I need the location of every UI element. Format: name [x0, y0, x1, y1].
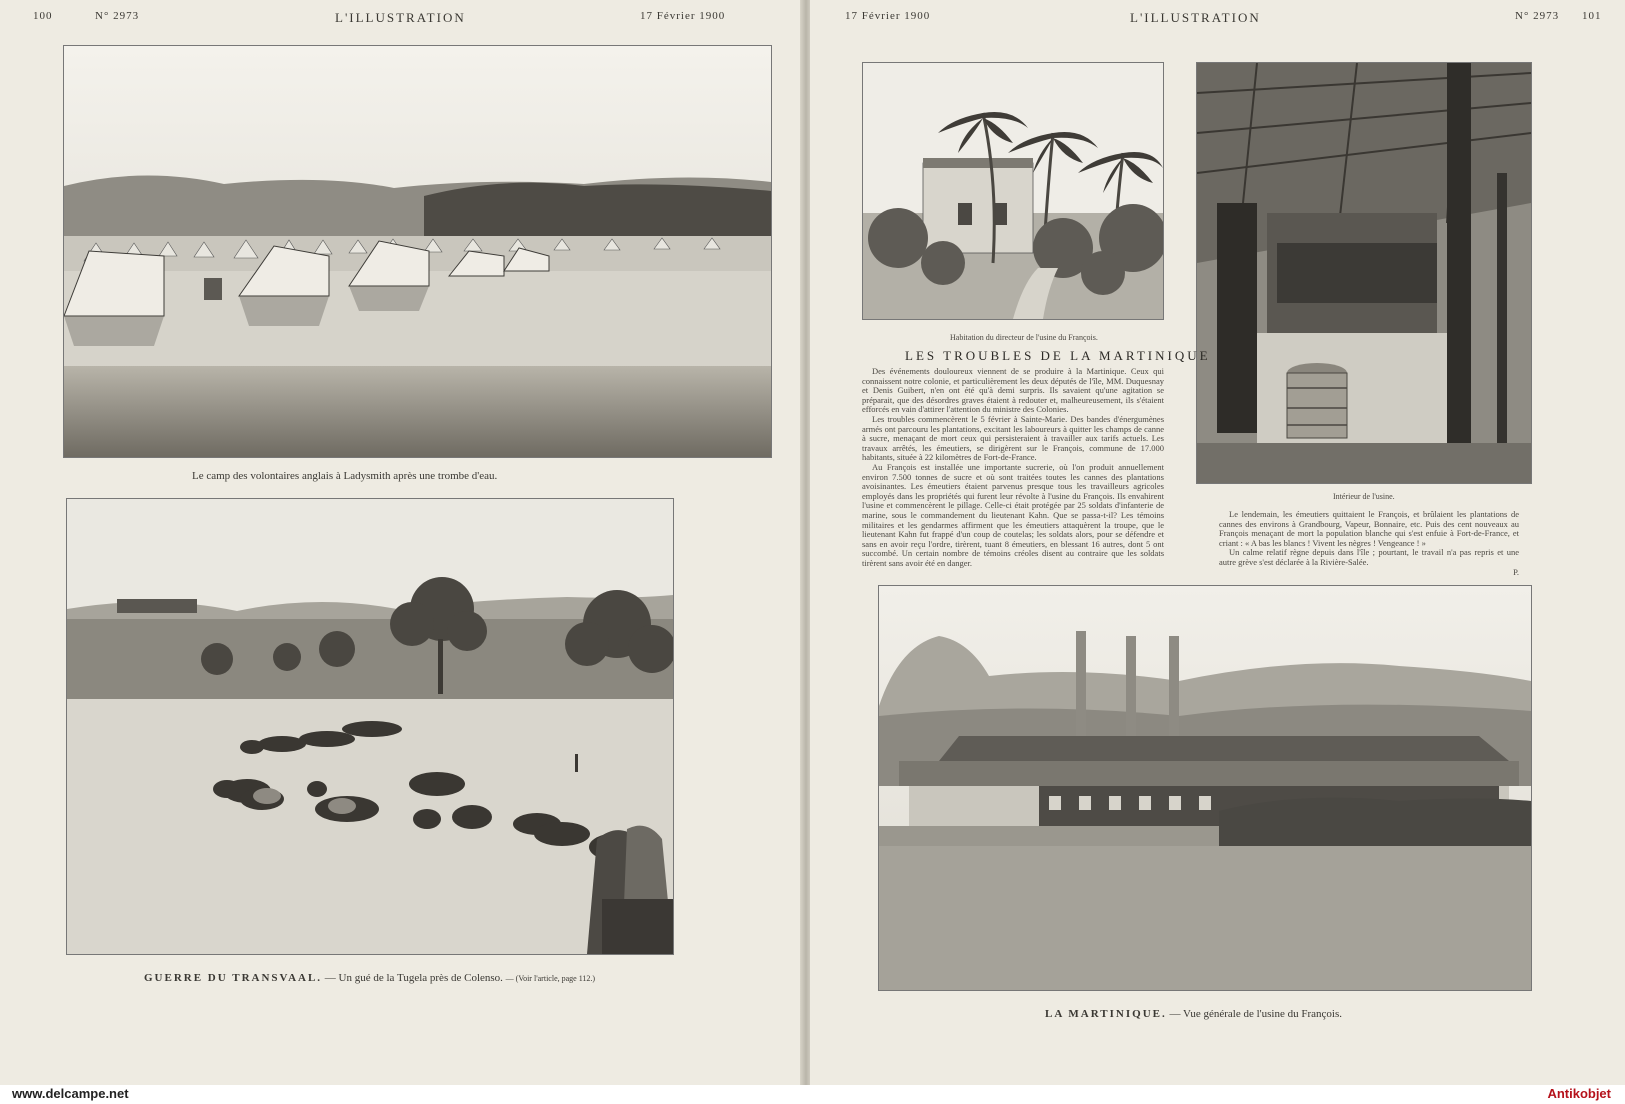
- caption-tugela-text: — Un gué de la Tugela près de Colenso.: [324, 972, 503, 984]
- watermark-left: www.delcampe.net: [12, 1086, 129, 1101]
- caption-factory-interior: Intérieur de l'usine.: [1333, 492, 1395, 501]
- photo-factory-interior: [1196, 62, 1532, 484]
- photo-flooded-camp: [63, 45, 772, 458]
- right-page-number: 101: [1582, 10, 1602, 22]
- watermark-right: Antikobjet: [1547, 1086, 1611, 1101]
- right-issue-number: N° 2973: [1515, 10, 1560, 22]
- left-masthead: L'ILLUSTRATION: [335, 10, 466, 25]
- left-date: 17 Février 1900: [640, 10, 726, 22]
- article-paragraph: Les troubles commencèrent le 5 février à Sainte-Marie. Des bandes d'énergumènes armés ont parcouru les plantations, excitant les laboureurs à quitter les champs de canne à sucre, menaçant de mort ceux qui persisteraient à travailler aux tarifs actuels. Les travaux arrêtés, les émeutiers, se dirigèrent sur le François, commune de 17.000 habitants, située à 22 kilomètres de Fort-de-France.: [862, 413, 1164, 463]
- photo-tugela-ford: [66, 498, 674, 955]
- left-page-number: 100: [33, 10, 53, 22]
- right-date: 17 Février 1900: [845, 10, 931, 22]
- article-paragraph: Un calme relatif règne depuis dans l'île ; pourtant, le travail n'a pas repris et une autre grève s'est déclarée à la Rivière-Salée.: [1219, 547, 1519, 567]
- photo-factory-general-view: [878, 585, 1532, 991]
- article-paragraph: Des événements douloureux viennent de se produire à la Martinique. Ceux qui connaissent notre colonie, et particulièrement les deux députés de l'île, MM. Duquesnay et Denis Guibert, n'en ont été qu'à demi surpris. Ils savaient qu'une agitation se préparait, que des désordres graves étaient à redouter et, malheureusement, ils s'étaient efforcés en vain d'attirer l'attention du ministre des Colonies.: [862, 366, 1164, 415]
- caption-flooded-camp: Le camp des volontaires anglais à Ladysmith après une trombe d'eau.: [192, 470, 498, 482]
- caption-director-house: Habitation du directeur de l'usine du François.: [950, 333, 1098, 342]
- caption-martinique-heading: LA MARTINIQUE.: [1045, 1008, 1167, 1020]
- caption-tugela-ford: [144, 972, 595, 984]
- article-body: [862, 367, 1164, 568]
- article-signature: P.: [1513, 566, 1519, 577]
- right-masthead: L'ILLUSTRATION: [1130, 10, 1261, 25]
- caption-martinique-text: — Vue générale de l'usine du François.: [1169, 1008, 1342, 1020]
- article-paragraph: Au François est installée une importante sucrerie, où l'on produit annuellement environ 7.500 tonnes de sucre et où sont traitées toutes les cannes des plantations avoisinantes. Les émeutiers étaient parvenus presque tous les travailleurs agricoles employés dans les propriétés qui furent leur révolte à l'usine du François. Ils envahirent l'usine et commencèrent le pillage. Celle-ci était protégée par 25 soldats d'infanterie de marine, sous le commandement du lieutenant Kahn. Que se passa-t-il? Les témoins militaires et les gendarmes affirment que les émeutiers attaquèrent la troupe, que le lieutenant Kahn fut frappé d'un coup de coutelas; les soldats alors, pour se défendre et sans en avoir reçu l'ordre, tirèrent, tuant 8 émeutiers, en blessant 16 autres, dont 5 ont succombé. Un certain nombre de témoins créoles disent au contraire que les soldats tirèrent sans avoir été en danger.: [862, 461, 1164, 568]
- caption-tugela-heading: GUERRE DU TRANSVAAL.: [144, 972, 323, 984]
- watermark-bar: [0, 1085, 1625, 1104]
- article-title: LES TROUBLES DE LA MARTINIQUE: [905, 348, 1211, 363]
- left-issue-number: N° 2973: [95, 10, 140, 22]
- caption-tugela-ref: — (Voir l'article, page 112.): [505, 974, 596, 983]
- article-continuation: [1219, 510, 1519, 577]
- caption-factory-general-view: [1045, 1008, 1342, 1020]
- article-paragraph: Le lendemain, les émeutiers quittaient le François, et brûlaient les plantations de cannes des environs à Grandbourg, Vapeur, Bonnaire, etc. Puis des cent nouveaux au François menaçant de mort la population blanche qui s'est enfuie à Fort-de-France, et criant : « A bas les blancs ! Vivent les nègres ! Vengeance ! »: [1219, 509, 1519, 548]
- photo-director-house: [862, 62, 1164, 320]
